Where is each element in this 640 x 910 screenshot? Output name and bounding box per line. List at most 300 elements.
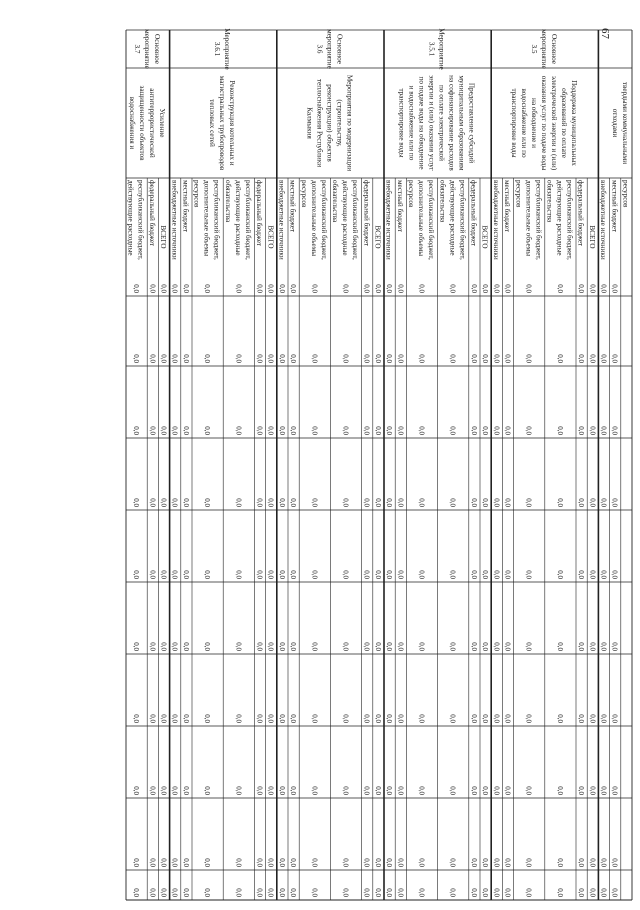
- value-cell: 0,0: [266, 498, 275, 507]
- value-cell: 0,0: [289, 354, 298, 363]
- activity-type-label: 3.5.1: [427, 41, 436, 57]
- value-cell: 0,0: [203, 786, 212, 795]
- value-cell: 0,0: [289, 426, 298, 435]
- value-cell: 0,0: [492, 858, 501, 867]
- value-cell: 0,0: [448, 714, 457, 723]
- value-cell: 0,0: [373, 284, 382, 293]
- value-cell: 0,0: [362, 426, 371, 435]
- value-cell: 0,0: [159, 284, 168, 293]
- value-cell: 0,0: [181, 888, 190, 897]
- source-label: республиканский бюджет,: [534, 180, 543, 260]
- value-cell: 0,0: [385, 858, 394, 867]
- value-cell: 0,0: [341, 786, 350, 795]
- value-cell: 0,0: [599, 498, 608, 507]
- value-cell: 0,0: [132, 426, 141, 435]
- value-cell: 0,0: [148, 888, 157, 897]
- value-cell: 0,0: [385, 498, 394, 507]
- value-cell: 0,0: [448, 888, 457, 897]
- value-cell: 0,0: [341, 858, 350, 867]
- value-cell: 0,0: [277, 858, 286, 867]
- activity-type-label: Основное: [152, 34, 161, 64]
- value-cell: 0,0: [588, 426, 597, 435]
- value-cell: 0,0: [132, 284, 141, 293]
- value-cell: 0,0: [266, 284, 275, 293]
- value-cell: 0,0: [396, 498, 405, 507]
- value-cell: 0,0: [492, 284, 501, 293]
- page-number: 67: [599, 28, 611, 39]
- source-label: действующие расходные: [555, 180, 564, 256]
- value-cell: 0,0: [492, 570, 501, 579]
- source-label: ВСЕГО: [266, 225, 275, 249]
- activity-name-label: (строительству,: [335, 99, 344, 147]
- value-cell: 0,0: [266, 888, 275, 897]
- value-cell: 0,0: [503, 498, 512, 507]
- value-cell: 0,0: [289, 888, 298, 897]
- value-cell: 0,0: [255, 642, 264, 651]
- source-label: обязательства: [223, 180, 232, 223]
- value-cell: 0,0: [396, 284, 405, 293]
- activity-name-label: оказания услуг по подаче воды: [539, 75, 548, 171]
- source-label: действующие расходные: [126, 180, 135, 256]
- value-cell: 0,0: [170, 714, 179, 723]
- value-cell: 0,0: [203, 642, 212, 651]
- value-cell: 0,0: [555, 786, 564, 795]
- value-cell: 0,0: [469, 858, 478, 867]
- source-label: дополнительные объемы: [417, 180, 426, 257]
- source-label: республиканский бюджет,: [458, 180, 467, 260]
- value-cell: 0,0: [181, 858, 190, 867]
- value-cell: 0,0: [289, 284, 298, 293]
- value-cell: 0,0: [555, 642, 564, 651]
- source-label: действующие расходные: [448, 180, 457, 256]
- source-label: дополнительные объемы: [524, 180, 533, 257]
- value-cell: 0,0: [277, 888, 286, 897]
- value-cell: 0,0: [417, 642, 426, 651]
- value-cell: 0,0: [492, 786, 501, 795]
- value-cell: 0,0: [588, 284, 597, 293]
- value-cell: 0,0: [132, 354, 141, 363]
- value-cell: 0,0: [588, 642, 597, 651]
- value-cell: 0,0: [234, 786, 243, 795]
- source-label: федеральный бюджет: [469, 180, 478, 247]
- value-cell: 0,0: [481, 642, 490, 651]
- source-label: обязательства: [438, 180, 447, 223]
- value-cell: 0,0: [577, 714, 586, 723]
- value-cell: 0,0: [159, 786, 168, 795]
- value-cell: 0,0: [481, 498, 490, 507]
- value-cell: 0,0: [266, 570, 275, 579]
- value-cell: 0,0: [234, 714, 243, 723]
- activity-name-label: твердыми коммунальными: [621, 81, 629, 165]
- value-cell: 0,0: [373, 714, 382, 723]
- value-cell: 0,0: [362, 714, 371, 723]
- value-cell: 0,0: [341, 714, 350, 723]
- value-cell: 0,0: [373, 426, 382, 435]
- value-cell: 0,0: [255, 888, 264, 897]
- source-label: ВСЕГО: [159, 225, 168, 249]
- source-label: федеральный бюджет: [147, 180, 156, 247]
- value-cell: 0,0: [448, 858, 457, 867]
- value-cell: 0,0: [610, 858, 619, 867]
- value-cell: 0,0: [362, 284, 371, 293]
- source-label: дополнительные объемы: [309, 180, 318, 257]
- value-cell: 0,0: [599, 354, 608, 363]
- value-cell: 0,0: [181, 354, 190, 363]
- value-cell: 0,0: [203, 354, 212, 363]
- value-cell: 0,0: [341, 570, 350, 579]
- value-cell: 0,0: [610, 714, 619, 723]
- value-cell: 0,0: [396, 858, 405, 867]
- value-cell: 0,0: [417, 714, 426, 723]
- value-cell: 0,0: [148, 858, 157, 867]
- value-cell: 0,0: [203, 858, 212, 867]
- value-cell: 0,0: [610, 354, 619, 363]
- value-cell: 0,0: [599, 858, 608, 867]
- value-cell: 0,0: [234, 354, 243, 363]
- value-cell: 0,0: [266, 354, 275, 363]
- source-label: ВСЕГО: [373, 225, 382, 249]
- value-cell: 0,0: [255, 498, 264, 507]
- value-cell: 0,0: [159, 642, 168, 651]
- value-cell: 0,0: [266, 786, 275, 795]
- value-cell: 0,0: [170, 786, 179, 795]
- value-cell: 0,0: [610, 888, 619, 897]
- value-cell: 0,0: [234, 888, 243, 897]
- value-cell: 0,0: [277, 714, 286, 723]
- value-cell: 0,0: [148, 284, 157, 293]
- value-cell: 0,0: [481, 284, 490, 293]
- value-cell: 0,0: [448, 354, 457, 363]
- value-cell: 0,0: [132, 888, 141, 897]
- value-cell: 0,0: [277, 786, 286, 795]
- activity-name-label: на софинансирование расходов: [447, 75, 456, 171]
- value-cell: 0,0: [362, 570, 371, 579]
- source-label: местный бюджет: [395, 180, 404, 233]
- value-cell: 0,0: [385, 786, 394, 795]
- value-cell: 0,0: [503, 888, 512, 897]
- value-cell: 0,0: [588, 786, 597, 795]
- value-cell: 0,0: [310, 642, 319, 651]
- value-cell: 0,0: [255, 284, 264, 293]
- value-cell: 0,0: [492, 642, 501, 651]
- value-cell: 0,0: [588, 354, 597, 363]
- value-cell: 0,0: [234, 426, 243, 435]
- source-label: обязательства: [545, 180, 554, 223]
- value-cell: 0,0: [555, 888, 564, 897]
- value-cell: 0,0: [181, 498, 190, 507]
- value-cell: 0,0: [524, 498, 533, 507]
- value-cell: 0,0: [181, 570, 190, 579]
- value-cell: 0,0: [417, 786, 426, 795]
- value-cell: 0,0: [503, 858, 512, 867]
- value-cell: 0,0: [555, 570, 564, 579]
- value-cell: 0,0: [203, 570, 212, 579]
- activity-name-label: и водоснабжение или по: [407, 85, 416, 161]
- value-cell: 0,0: [448, 786, 457, 795]
- value-cell: 0,0: [362, 786, 371, 795]
- value-cell: 0,0: [385, 888, 394, 897]
- value-cell: 0,0: [170, 642, 179, 651]
- value-cell: 0,0: [277, 354, 286, 363]
- value-cell: 0,0: [362, 858, 371, 867]
- value-cell: 0,0: [234, 858, 243, 867]
- value-cell: 0,0: [203, 888, 212, 897]
- value-cell: 0,0: [555, 858, 564, 867]
- activity-type-label: 3.6: [315, 44, 324, 54]
- source-label: республиканский бюджет,: [427, 180, 436, 260]
- source-label: ресурсов: [192, 180, 201, 208]
- value-cell: 0,0: [503, 354, 512, 363]
- value-cell: 0,0: [159, 426, 168, 435]
- activity-type-label: Основное: [335, 34, 344, 64]
- value-cell: 0,0: [310, 498, 319, 507]
- activity-name-label: муниципальным образованиям: [457, 75, 466, 171]
- value-cell: 0,0: [148, 570, 157, 579]
- value-cell: 0,0: [481, 426, 490, 435]
- activity-type-label: 3.5: [529, 44, 538, 54]
- value-cell: 0,0: [266, 858, 275, 867]
- source-label: местный бюджет: [610, 180, 619, 233]
- value-cell: 0,0: [203, 498, 212, 507]
- value-cell: 0,0: [277, 426, 286, 435]
- value-cell: 0,0: [373, 570, 382, 579]
- value-cell: 0,0: [148, 786, 157, 795]
- value-cell: 0,0: [289, 714, 298, 723]
- value-cell: 0,0: [159, 570, 168, 579]
- budget-table: [126, 28, 632, 900]
- activity-name-label: реконструкции) объектов: [325, 84, 334, 162]
- value-cell: 0,0: [255, 570, 264, 579]
- value-cell: 0,0: [341, 426, 350, 435]
- value-cell: 0,0: [341, 888, 350, 897]
- activity-name-label: Калмыкия: [305, 107, 314, 139]
- value-cell: 0,0: [599, 284, 608, 293]
- value-cell: 0,0: [310, 888, 319, 897]
- value-cell: 0,0: [481, 354, 490, 363]
- activity-name-label: Предоставление субсидий: [467, 82, 476, 164]
- value-cell: 0,0: [417, 354, 426, 363]
- value-cell: 0,0: [599, 786, 608, 795]
- value-cell: 0,0: [599, 888, 608, 897]
- source-label: республиканский бюджет,: [243, 180, 252, 260]
- activity-name-label: образований по оплате: [559, 88, 568, 158]
- activity-type-label: Мероприятие: [437, 28, 446, 70]
- value-cell: 0,0: [588, 570, 597, 579]
- value-cell: 0,0: [181, 284, 190, 293]
- value-cell: 0,0: [132, 858, 141, 867]
- value-cell: 0,0: [373, 642, 382, 651]
- activity-type-label: Основное: [549, 34, 558, 64]
- source-label: внебюджетные источники: [277, 180, 286, 260]
- value-cell: 0,0: [266, 426, 275, 435]
- source-label: ресурсов: [514, 180, 523, 208]
- value-cell: 0,0: [555, 714, 564, 723]
- value-cell: 0,0: [577, 642, 586, 651]
- source-label: республиканский бюджет,: [136, 180, 145, 260]
- value-cell: 0,0: [385, 570, 394, 579]
- source-label: внебюджетные источники: [384, 180, 393, 260]
- source-label: внебюджетные источники: [491, 180, 500, 260]
- value-cell: 0,0: [266, 714, 275, 723]
- value-cell: 0,0: [577, 498, 586, 507]
- value-cell: 0,0: [159, 858, 168, 867]
- value-cell: 0,0: [503, 426, 512, 435]
- value-cell: 0,0: [266, 642, 275, 651]
- value-cell: 0,0: [310, 284, 319, 293]
- value-cell: 0,0: [289, 498, 298, 507]
- value-cell: 0,0: [132, 642, 141, 651]
- value-cell: 0,0: [555, 284, 564, 293]
- value-cell: 0,0: [159, 354, 168, 363]
- activity-name-label: на обводнение и: [529, 97, 538, 149]
- value-cell: 0,0: [524, 786, 533, 795]
- value-cell: 0,0: [289, 570, 298, 579]
- value-cell: 0,0: [396, 570, 405, 579]
- value-cell: 0,0: [234, 498, 243, 507]
- value-cell: 0,0: [341, 284, 350, 293]
- activity-type-label: 3.6.1: [213, 41, 222, 57]
- activity-name-label: Поддержка муниципальных: [569, 80, 578, 166]
- activity-name-label: электрической энергии и (или): [549, 75, 558, 171]
- value-cell: 0,0: [396, 714, 405, 723]
- source-label: ресурсов: [407, 180, 416, 208]
- value-cell: 0,0: [588, 498, 597, 507]
- activity-type-label: Мероприятие: [223, 28, 232, 70]
- value-cell: 0,0: [132, 498, 141, 507]
- value-cell: 0,0: [396, 642, 405, 651]
- value-cell: 0,0: [181, 786, 190, 795]
- value-cell: 0,0: [170, 498, 179, 507]
- value-cell: 0,0: [448, 284, 457, 293]
- value-cell: 0,0: [577, 426, 586, 435]
- value-cell: 0,0: [362, 888, 371, 897]
- activity-name-label: транспортировке воды: [509, 88, 518, 158]
- value-cell: 0,0: [289, 786, 298, 795]
- value-cell: 0,0: [396, 888, 405, 897]
- value-cell: 0,0: [469, 498, 478, 507]
- value-cell: 0,0: [373, 888, 382, 897]
- value-cell: 0,0: [385, 642, 394, 651]
- value-cell: 0,0: [503, 714, 512, 723]
- value-cell: 0,0: [234, 284, 243, 293]
- value-cell: 0,0: [310, 570, 319, 579]
- value-cell: 0,0: [588, 888, 597, 897]
- activity-name-label: антитеррористической: [147, 88, 156, 158]
- value-cell: 0,0: [524, 570, 533, 579]
- value-cell: 0,0: [148, 642, 157, 651]
- value-cell: 0,0: [448, 426, 457, 435]
- activity-name-label: водоснабжения и: [127, 96, 136, 150]
- value-cell: 0,0: [492, 498, 501, 507]
- value-cell: 0,0: [481, 888, 490, 897]
- value-cell: 0,0: [524, 284, 533, 293]
- value-cell: 0,0: [148, 714, 157, 723]
- value-cell: 0,0: [181, 714, 190, 723]
- value-cell: 0,0: [503, 570, 512, 579]
- value-cell: 0,0: [132, 570, 141, 579]
- source-label: федеральный бюджет: [255, 180, 264, 247]
- value-cell: 0,0: [524, 858, 533, 867]
- value-cell: 0,0: [341, 642, 350, 651]
- source-label: действующие расходные: [233, 180, 242, 256]
- activity-name-label: водоснабжение или по: [519, 88, 528, 158]
- value-cell: 0,0: [481, 786, 490, 795]
- source-label: действующие расходные: [341, 180, 350, 256]
- source-label: обязательства: [331, 180, 340, 223]
- value-cell: 0,0: [448, 498, 457, 507]
- value-cell: 0,0: [170, 858, 179, 867]
- value-cell: 0,0: [469, 786, 478, 795]
- value-cell: 0,0: [289, 858, 298, 867]
- value-cell: 0,0: [610, 284, 619, 293]
- value-cell: 0,0: [503, 786, 512, 795]
- value-cell: 0,0: [373, 786, 382, 795]
- value-cell: 0,0: [310, 714, 319, 723]
- value-cell: 0,0: [277, 570, 286, 579]
- value-cell: 0,0: [255, 714, 264, 723]
- source-label: республиканский бюджет,: [212, 180, 221, 260]
- value-cell: 0,0: [524, 888, 533, 897]
- value-cell: 0,0: [234, 570, 243, 579]
- value-cell: 0,0: [448, 642, 457, 651]
- value-cell: 0,0: [170, 888, 179, 897]
- activity-name-label: по оплате электрической: [437, 85, 446, 161]
- value-cell: 0,0: [148, 426, 157, 435]
- value-cell: 0,0: [610, 570, 619, 579]
- value-cell: 0,0: [469, 284, 478, 293]
- value-cell: 0,0: [599, 642, 608, 651]
- activity-name-label: транспортировке воды: [397, 88, 406, 158]
- value-cell: 0,0: [417, 426, 426, 435]
- value-cell: 0,0: [577, 284, 586, 293]
- value-cell: 0,0: [555, 354, 564, 363]
- value-cell: 0,0: [492, 426, 501, 435]
- value-cell: 0,0: [610, 642, 619, 651]
- source-label: республиканский бюджет,: [565, 180, 574, 260]
- value-cell: 0,0: [492, 888, 501, 897]
- value-cell: 0,0: [277, 642, 286, 651]
- value-cell: 0,0: [385, 284, 394, 293]
- value-cell: 0,0: [417, 888, 426, 897]
- value-cell: 0,0: [555, 426, 564, 435]
- value-cell: 0,0: [255, 354, 264, 363]
- activity-type-label: мероприятие: [539, 29, 548, 69]
- value-cell: 0,0: [588, 714, 597, 723]
- value-cell: 0,0: [385, 354, 394, 363]
- value-cell: 0,0: [481, 858, 490, 867]
- value-cell: 0,0: [310, 354, 319, 363]
- value-cell: 0,0: [277, 498, 286, 507]
- value-cell: 0,0: [310, 426, 319, 435]
- source-label: федеральный бюджет: [576, 180, 585, 247]
- value-cell: 0,0: [362, 498, 371, 507]
- source-label: дополнительные объемы: [202, 180, 211, 257]
- value-cell: 0,0: [148, 354, 157, 363]
- value-cell: 0,0: [599, 714, 608, 723]
- value-cell: 0,0: [289, 642, 298, 651]
- value-cell: 0,0: [524, 426, 533, 435]
- value-cell: 0,0: [503, 642, 512, 651]
- value-cell: 0,0: [310, 858, 319, 867]
- value-cell: 0,0: [170, 426, 179, 435]
- value-cell: 0,0: [362, 642, 371, 651]
- source-label: внебюджетные источники: [170, 180, 179, 260]
- value-cell: 0,0: [417, 284, 426, 293]
- value-cell: 0,0: [577, 570, 586, 579]
- value-cell: 0,0: [373, 354, 382, 363]
- activity-name-label: Усиление: [157, 108, 166, 138]
- value-cell: 0,0: [599, 570, 608, 579]
